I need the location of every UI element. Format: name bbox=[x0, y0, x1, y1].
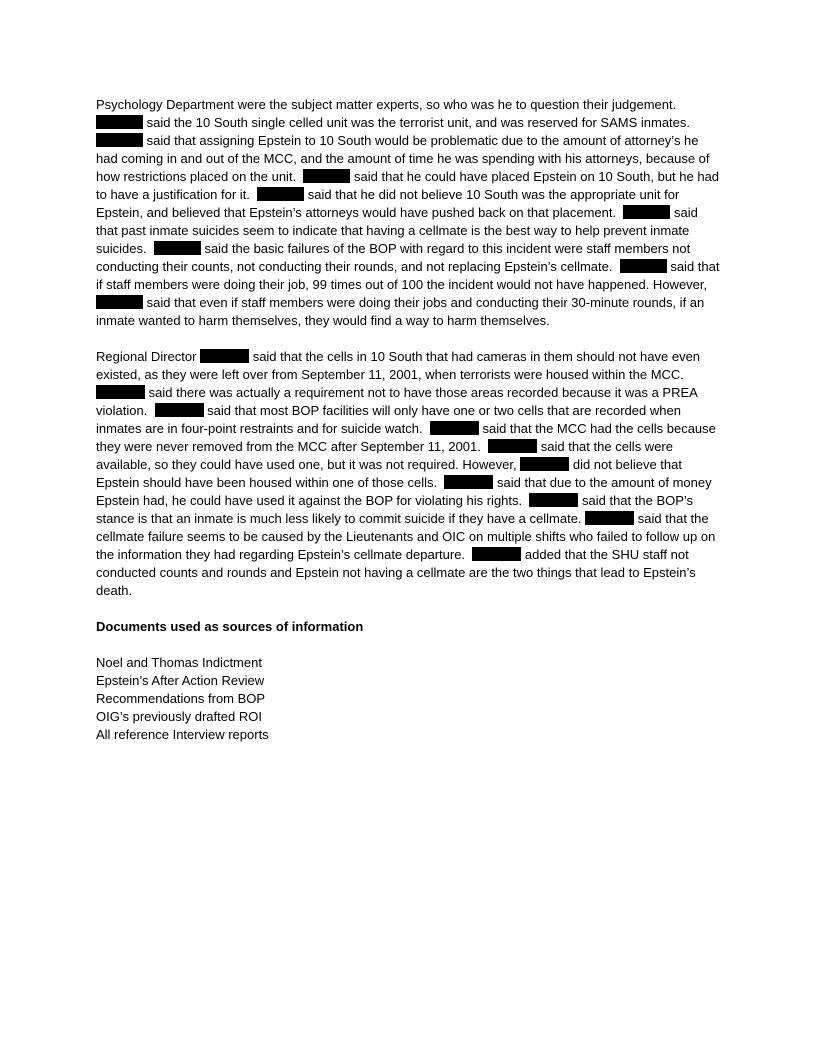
redaction-box bbox=[585, 511, 634, 525]
redaction-box bbox=[257, 187, 304, 201]
redaction-box bbox=[155, 403, 204, 417]
sources-list bbox=[96, 654, 720, 744]
redaction-box bbox=[620, 259, 667, 273]
sentence: said that the cellmate failure seems to be caused by the Lieutenants and OIC on multiple shifts who failed to follow up on the information they had regarding Epstein’s cellmate departure. bbox=[96, 511, 716, 562]
redaction-box bbox=[472, 547, 521, 561]
sentence: said that if staff members were doing their job, 99 times out of 100 the incident would not have happened. However, bbox=[96, 259, 720, 292]
redaction-box bbox=[154, 241, 201, 255]
list-item: OIG’s previously drafted ROI bbox=[96, 709, 262, 724]
list-item: Noel and Thomas Indictment bbox=[96, 655, 262, 670]
sentence: said there was actually a requirement not to have those areas recorded because it was a PREA violation. bbox=[96, 385, 698, 418]
sources-heading: Documents used as sources of information bbox=[96, 619, 364, 634]
sentence: said that the MCC had the cells because they were never removed from the MCC after September 11, 2001. bbox=[96, 421, 716, 454]
redaction-box bbox=[200, 349, 249, 363]
redaction-box bbox=[96, 115, 143, 129]
sentence: said that most BOP facilities will only have one or two cells that are recorded when inmates are in four-point restraints and for suicide watch. bbox=[96, 403, 681, 436]
sentence: said the basic failures of the BOP with regard to this incident were staff members not conducting their counts, not conducting their rounds, and not replacing Epstein’s cellmate. bbox=[96, 241, 691, 274]
redaction-box bbox=[623, 205, 670, 219]
redaction-box bbox=[444, 475, 493, 489]
redaction-box bbox=[96, 385, 145, 399]
sentence: Psychology Department were the subject matter experts, so who was he to question their judgement. bbox=[96, 97, 677, 112]
sentence: added that the SHU staff not conducted counts and rounds and Epstein not having a cellmate are the two things that lead to Epstein’s death. bbox=[96, 547, 696, 598]
paragraph-interview-summary bbox=[96, 96, 720, 330]
sentence: said that assigning Epstein to 10 South would be problematic due to the amount of attorney’s he had coming in and out of the MCC, and the amount of time he was spending with his attorneys, because of how restrictions placed on the unit. bbox=[96, 133, 710, 184]
redaction-box bbox=[303, 169, 350, 183]
redaction-box bbox=[96, 295, 143, 309]
sentence: said that even if staff members were doing their jobs and conducting their 30-minute rounds, if an inmate wanted to harm themselves, they would find a way to harm themselves. bbox=[96, 295, 705, 328]
sentence: Regional Director bbox=[96, 349, 197, 364]
sentence: did not believe that Epstein should have been housed within one of those cells. bbox=[96, 457, 682, 490]
paragraph-regional-director bbox=[96, 348, 720, 600]
sentence: said that due to the amount of money Epstein had, he could have used it against the BOP for violating his rights. bbox=[96, 475, 712, 508]
sentence: said that the cells were available, so they could have used one, but it was not required. However, bbox=[96, 439, 673, 472]
sentence: said that past inmate suicides seem to indicate that having a cellmate is the best way to help prevent inmate suicides. bbox=[96, 205, 698, 256]
document-page bbox=[96, 96, 720, 744]
list-item: Recommendations from BOP bbox=[96, 691, 266, 706]
redaction-box bbox=[529, 493, 578, 507]
list-item: Epstein’s After Action Review bbox=[96, 673, 265, 688]
sentence: said that he could have placed Epstein on 10 South, but he had to have a justification for it. bbox=[96, 169, 720, 202]
sentence: said that the BOP’s stance is that an inmate is much less likely to commit suicide if they have a cellmate. bbox=[96, 493, 694, 526]
sentence: said the 10 South single celled unit was the terrorist unit, and was reserved for SAMS inmates. bbox=[146, 115, 691, 130]
sentence: said that he did not believe 10 South was the appropriate unit for Epstein, and believed that Epstein’s attorneys would have pushed back on that placement. bbox=[96, 187, 680, 220]
redaction-box bbox=[96, 133, 143, 147]
redaction-box bbox=[488, 439, 537, 453]
list-item: All reference Interview reports bbox=[96, 727, 269, 742]
redaction-box bbox=[430, 421, 479, 435]
sentence: said that the cells in 10 South that had cameras in them should not have even existed, as they were left over from September 11, 2001, when terrorists were housed within the MCC. bbox=[96, 349, 701, 382]
redaction-box bbox=[520, 457, 569, 471]
